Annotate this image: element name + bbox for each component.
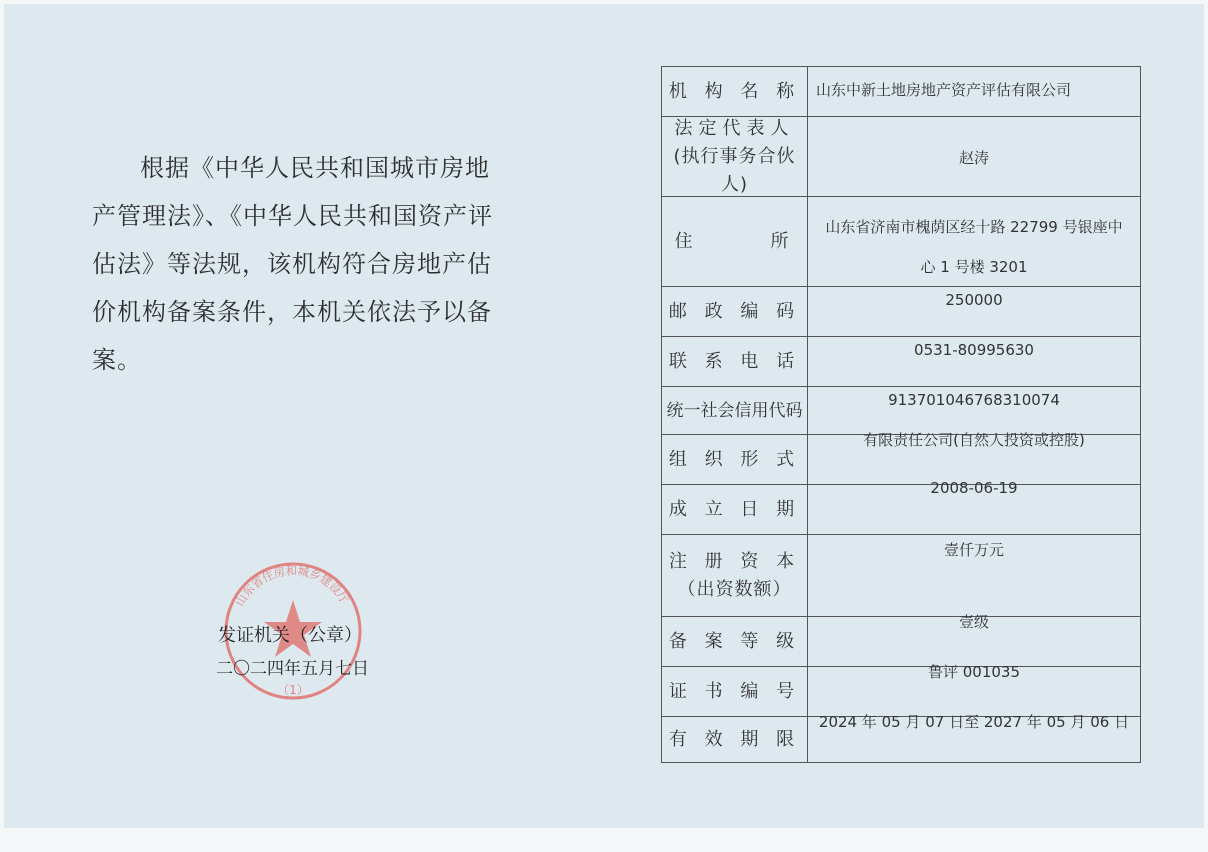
label-text: 法定代表人	[674, 117, 795, 139]
value-text: 赵涛	[958, 149, 989, 167]
value-text: 0531-80995630	[914, 341, 1034, 359]
value-text: 2024 年 05 月 07 日至 2027 年 05 月 06 日	[818, 713, 1130, 731]
value-text: 有限责任公司(自然人投资或控股)	[863, 431, 1085, 449]
issuing-authority: 发证机关（公章）	[218, 625, 362, 646]
table-row	[662, 67, 1140, 117]
table-row	[662, 663, 1140, 717]
table-row	[662, 535, 1140, 617]
label-text: 组 织 形 式	[668, 448, 801, 470]
row-value	[808, 147, 1140, 168]
row-label	[662, 287, 808, 336]
value-text: 鲁评 001035	[927, 663, 1021, 681]
label-text: 机 构 名 称	[668, 80, 801, 102]
value-text: 山东中新土地房地产资产评估有限公司	[816, 81, 1072, 99]
table-row	[662, 431, 1140, 485]
value-text: 913701046768310074	[888, 391, 1060, 409]
value-text: 山东省济南市槐荫区经十路 22799 号银座中	[825, 218, 1123, 236]
row-value	[808, 341, 1140, 359]
seal-number: （1）	[277, 683, 309, 697]
table-row	[662, 287, 1140, 337]
registration-info-table	[661, 66, 1141, 763]
label-text: 有 效 期 限	[668, 729, 801, 750]
label-subtext: (执行事务合伙人)	[673, 145, 796, 195]
label-text: 统一社会信用代码	[666, 400, 803, 421]
issue-date: 二〇二四年五月七日	[216, 659, 369, 679]
value-text: 壹级	[958, 613, 989, 631]
row-label	[662, 435, 808, 484]
value-text: 250000	[945, 291, 1003, 309]
row-value	[808, 479, 1140, 497]
label-text: 证 书 编 号	[668, 680, 801, 702]
row-label	[662, 617, 808, 666]
row-label	[662, 117, 808, 196]
table-row	[662, 197, 1140, 287]
label-subtext: （出资数额）	[677, 578, 792, 600]
row-label	[662, 337, 808, 386]
value-text-line2: 心 1 号楼 3201	[920, 258, 1028, 276]
table-row	[662, 613, 1140, 667]
row-value	[808, 79, 1140, 100]
row-value	[808, 291, 1140, 309]
filing-statement: 根据《中华人民共和国城市房地产管理法》、《中华人民共和国资产评估法》等法规，该机构符合房地产估价机构备案条件，本机关依法予以备案。	[92, 154, 493, 374]
row-label	[662, 197, 808, 286]
label-text: 联 系 电 话	[668, 350, 801, 372]
value-text: 2008-06-19	[930, 479, 1018, 497]
row-label	[662, 67, 808, 116]
row-value	[808, 429, 1140, 450]
label-text: 注 册 资 本	[668, 550, 801, 572]
table-row	[662, 479, 1140, 535]
row-label	[662, 667, 808, 716]
table-row	[662, 713, 1140, 763]
row-value	[808, 611, 1140, 632]
row-value	[808, 207, 1140, 287]
row-value	[808, 539, 1140, 560]
row-value	[808, 661, 1140, 682]
row-value	[808, 391, 1140, 409]
row-label	[662, 717, 808, 763]
seal-arc-text: 山东省住房和城乡建设厅	[232, 563, 353, 609]
label-text: 备 案 等 级	[668, 630, 801, 652]
row-label	[662, 485, 808, 534]
table-row	[662, 117, 1140, 197]
label-text: 邮 政 编 码	[668, 300, 801, 322]
value-text: 壹仟万元	[943, 541, 1004, 559]
row-label	[662, 387, 808, 434]
row-label	[662, 535, 808, 616]
table-row	[662, 387, 1140, 435]
label-text: 住 所	[674, 230, 795, 252]
table-row	[662, 337, 1140, 387]
row-value	[808, 711, 1140, 732]
label-text: 成 立 日 期	[668, 498, 801, 520]
